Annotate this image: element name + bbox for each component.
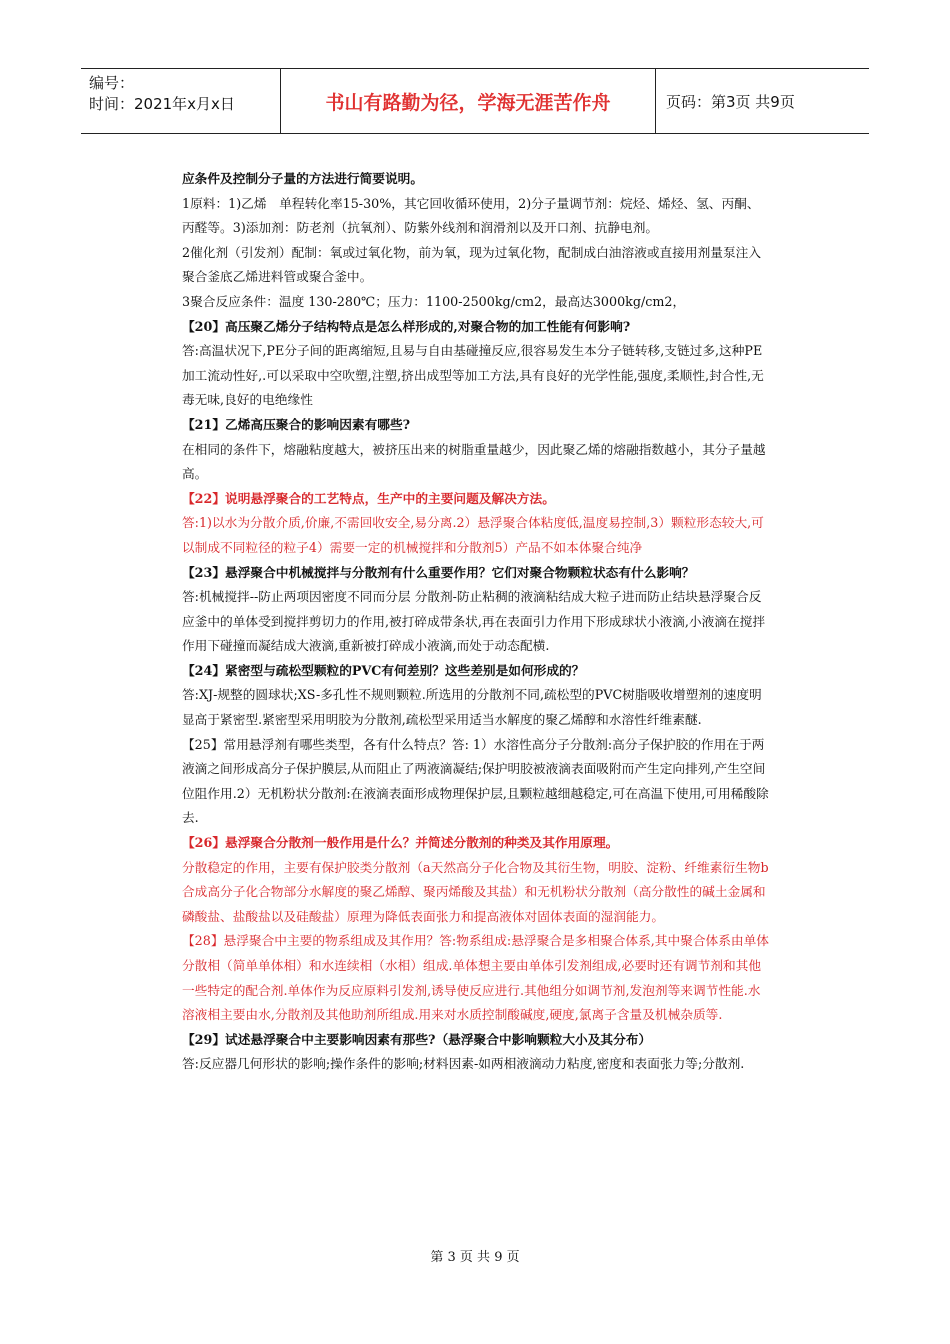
header-meta (81, 69, 281, 133)
question-heading: 应条件及控制分子量的方法进行简要说明。 (182, 171, 424, 186)
question-heading: 【22】说明悬浮聚合的工艺特点，生产中的主要问题及解决方法。 (182, 490, 555, 506)
answer-paragraph: 答:高温状况下,PE分子间的距离缩短,且易与自由基碰撞反应,很容易发生本分子链转移,支链过多,这种PE加工流动性好,.可以采取中空吹塑,注塑,挤出成型等加工方法,具有良好的光学性能,强度,柔顺性,封合性,无毒无味,良好的电绝缘性 (182, 343, 764, 408)
answer-paragraph: 2催化剂（引发剂）配制：氧或过氧化物，前为氧，现为过氧化物，配制成白油溶液或直接用剂量泵注入聚合釜底乙烯进料管或聚合釜中。 (182, 244, 762, 285)
question-heading: 【24】紧密型与疏松型颗粒的PVC有何差别？这些差别是如何形成的？ (182, 662, 585, 678)
answer-paragraph: 在相同的条件下，熔融粘度越大，被挤压出来的树脂重量越少，因此聚乙烯的熔融指数越小，其分子量越高。 (182, 441, 766, 482)
page-header (81, 68, 869, 134)
page-footer: 第 3 页 共 9 页 (430, 1250, 520, 1265)
answer-paragraph: 1原料：1)乙烯 单程转化率15-30%，其它回收循环使用，2)分子量调节剂：烷烃、烯烃、氢、丙酮、丙醛等。3)添加剂：防老剂（抗氧剂）、防紫外线剂和润滑剂以及开口剂、抗静电剂。 (182, 195, 760, 236)
document-body (182, 167, 772, 1077)
document-date: 时间：2021年x月x日 (89, 95, 235, 113)
question-heading: 【21】乙烯高压聚合的影响因素有哪些? (182, 416, 411, 432)
header-page-info: 页码：第3页 共9页 (666, 92, 795, 111)
answer-paragraph: 【28】悬浮聚合中主要的物系组成及其作用？答:物系组成:悬浮聚合是多相聚合体系,其中聚合体系由单体分散相（简单单体相）和水连续相（水相）组成.单体想主要由单体引发剂组成,必要时还有调节剂和其他一些特定的配合剂.单体作为反应原料引发剂,诱导使反应进行.其他组分如调节剂,发泡剂等来调节性能.水溶液相主要由水,分散剂及其他助剂所组成.用来对水质控制酸碱度,硬度,氯离子含量及机械杂质等. (182, 933, 769, 1023)
answer-paragraph: 答:1)以水为分散介质,价廉,不需回收安全,易分离.2）悬浮聚合体粘度低,温度易控制,3）颗粒形态较大,可以制成不同粒径的粒子4）需要一定的机械搅拌和分散剂5）产品不如本体聚合纯净 (182, 515, 764, 555)
answer-paragraph: 分散稳定的作用，主要有保护胶类分散剂（a天然高分子化合物及其衍生物，明胶、淀粉、纤维素衍生物b合成高分子化合物部分水解度的聚乙烯醇、聚丙烯酸及其盐）和无机粉状分散剂（高分散性的碱土金属和磷酸盐、盐酸盐以及硅酸盐）原理为降低表面张力和提高液体对固体表面的湿润能力。 (182, 859, 769, 924)
answer-paragraph: 3聚合反应条件：温度 130-280℃；压力：1100-2500kg/cm2，最高达3000kg/cm2， (182, 293, 686, 309)
question-heading: 【23】悬浮聚合中机械搅拌与分散剂有什么重要作用？它们对聚合物颗粒状态有什么影响？ (182, 564, 695, 580)
answer-paragraph: 【25】常用悬浮剂有哪些类型，各有什么特点？答: 1）水溶性高分子分散剂:高分子保护胶的作用在于两液滴之间形成高分子保护膜层,从而阻止了两液滴凝结;保护明胶被液滴表面吸附而产生定向排列,产生空间位阻作用.2）无机粉状分散剂:在液滴表面形成物理保护层,且颗粒越细越稳定,可在高温下使用,可用稀酸除去. (182, 736, 769, 826)
document-number-label: 编号： (89, 74, 135, 92)
answer-paragraph: 答:XJ-规整的圆球状;XS-多孔性不规则颗粒.所选用的分散剂不同,疏松型的PVC树脂吸收增塑剂的速度明显高于紧密型.紧密型采用明胶为分散剂,疏松型采用适当水解度的聚乙烯醇和水溶性纤维素醚. (182, 687, 762, 728)
question-heading: 【20】高压聚乙烯分子结构特点是怎么样形成的,对聚合物的加工性能有何影响? (182, 318, 631, 334)
question-heading: 【26】悬浮聚合分散剂一般作用是什么？并简述分散剂的种类及其作用原理。 (182, 835, 619, 851)
answer-paragraph: 答:机械搅拌--防止两项因密度不同而分层 分散剂-防止粘稠的液滴粘结成大粒子进而防止结块悬浮聚合反应釜中的单体受到搅拌剪切力的作用,被打碎成带条状,再在表面引力作用下形成球状小液滴,小液滴在搅拌作用下碰撞而凝结成大液滴,重新被打碎成小液滴,而处于动态配横. (182, 589, 766, 654)
header-motto: 书山有路勤为径，学海无涯苦作舟 (281, 69, 656, 133)
answer-paragraph: 答:反应器几何形状的影响;操作条件的影响;材料因素-如两相液滴动力粘度,密度和表面张力等;分散剂. (182, 1056, 745, 1072)
question-heading: 【29】试述悬浮聚合中主要影响因素有那些?（悬浮聚合中影响颗粒大小及其分布） (182, 1031, 652, 1047)
